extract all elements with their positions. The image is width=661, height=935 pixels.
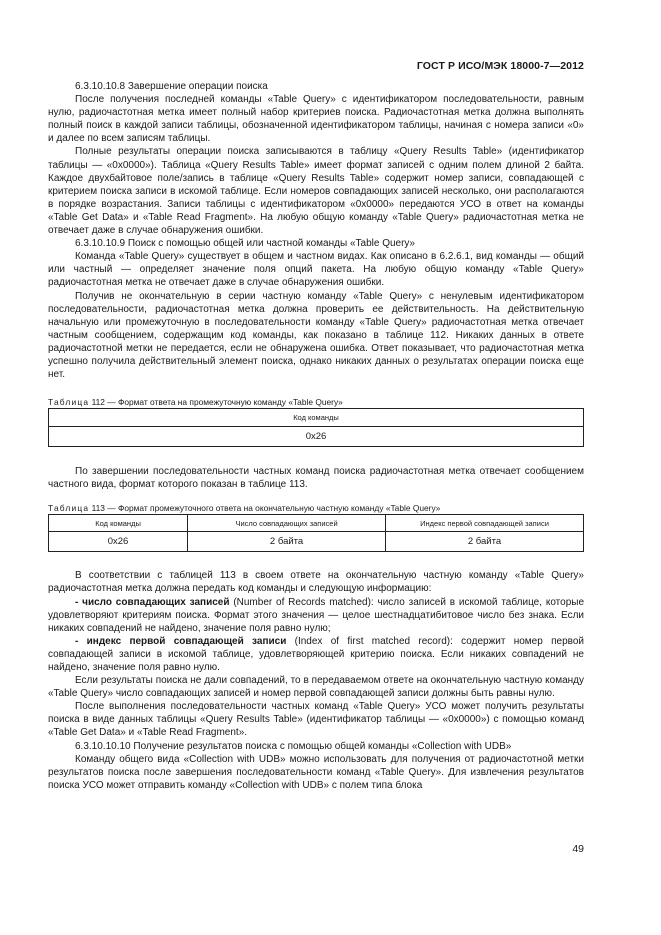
table-cell: 2 байта xyxy=(386,532,584,552)
list-item xyxy=(48,635,584,674)
section-heading-6-3-10-10-9: 6.3.10.10.9 Поиск с помощью общей или частной команды «Table Query» xyxy=(75,238,415,250)
paragraph: Команда «Table Query» существует в общем и частном видах. Как описано в 6.2.6.1, вид команды — общий или частный — определяет значение поля опций пакета. На любую общую команду «Table Query» радиочастотная метка не отвечает даже в случае обнаружения ошибки. xyxy=(48,251,584,289)
table-112-caption xyxy=(48,397,584,408)
list-item-text: (Index of first matched record): содержит номер первой совпадающей записи в искомой таблице, удовлетворяющей критерию поиска. Если никаких совпадений не найдено, значение поля равно нулю. xyxy=(48,635,584,673)
table-header-cell: Код команды xyxy=(49,409,584,427)
list-item xyxy=(48,596,584,635)
list-item-term: - число совпадающих записей xyxy=(75,596,230,608)
paragraph: Если результаты поиска не дали совпадений, то в передаваемом ответе на окончательную частную команду «Table Query» число совпадающих записей и номер первой совпадающей записи должны быть равны нулю. xyxy=(48,675,584,700)
standard-header: ГОСТ Р ИСО/МЭК 18000-7—2012 xyxy=(416,60,584,72)
paragraph: По завершении последовательности частных команд поиска радиочастотная метка отвечает сообщением частного вида, формат которого показан в таблице 113. xyxy=(48,466,584,491)
paragraph: Команду общего вида «Collection with UDB» можно использовать для получения от радиочастотной метки результатов поиска после завершения последовательности команд «Table Query». Для извлечения результатов поиска УСО может отправить команду «Collection with UDB» с полем типа блока xyxy=(48,753,584,791)
paragraph: В соответствии с таблицей 113 в своем ответе на окончательную частную команду «Table Query» радиочастотная метка должна передать код команды и следующую информацию: xyxy=(48,570,584,595)
table-header-cell: Код команды xyxy=(49,515,188,532)
table-113-caption xyxy=(48,503,584,514)
table-caption-prefix: Таблица xyxy=(48,397,90,408)
paragraph: Получив не окончательную в серии частную команду «Table Query» с ненулевым идентификатором последовательности, радиочастотная метка должна проверить ее действительность. На действительную начальную или промежуточную в последовательности команду «Table Query» радиочастотная метка отвечает частным сообщением, содержащим код команды, как показано в таблице 112. Никаких данных в ответе радиочастотной метки не передается, если не обнаружена ошибка. Ответ показывает, что радиочастотная метка успешно получила действительный элемент поиска, однако никаких данных о результатах операции поиска еще нет. xyxy=(48,290,584,381)
table-header-cell: Число совпадающих записей xyxy=(188,515,386,532)
table-header-cell: Индекс первой совпадающей записи xyxy=(386,515,584,532)
list-item-text: (Number of Records matched): число записей в искомой таблице, которые удовлетворяют критериям поиска. Формат этого значения — целое шестнадцатибитовое число без знака. Если никаких совпадений не найдено, значение поля равно нулю; xyxy=(48,596,585,634)
section-heading-6-3-10-10-8: 6.3.10.10.8 Завершение операции поиска xyxy=(75,81,268,92)
paragraph: После получения последней команды «Table Query» с идентификатором последовательности, равным нулю, радиочастотная метка имеет полный набор критериев поиска. Радиочастотная метка должна выполнять полный поиск в каждой записи таблицы, обозначенной идентификатором таблицы, начиная с номера записи «0» и далее по всем записям таблицы. xyxy=(48,94,584,145)
paragraph: Полные результаты операции поиска записываются в таблицу «Query Results Table» (идентификатор таблицы — «0x0000»). Таблица «Query Results Table» имеет формат записей с одним полем длиной 2 байта. Каждое двухбайтовое поле/запись в таблице «Query Results Table» содержит номер записи, совпадающей с критерием поиска записи в искомой таблице. Если номеров совпадающих записей несколько, они располагаются в порядке возрастания. Записи таблицы с идентификатором «0x0000» передаются УСО в ответ на команды «Table Get Data» и «Table Read Fragment». На любую общую команду «Table Query» радиочастотная метка не отвечает даже в случае обнаружения ошибки. xyxy=(48,146,584,237)
document-body xyxy=(48,80,584,792)
table-caption-prefix: Таблица xyxy=(48,503,90,514)
table-caption-text: 113 — Формат промежуточного ответа на окончательную частную команду «Table Query» xyxy=(89,503,441,514)
table-112 xyxy=(48,408,584,447)
list-item-term: - индекс первой совпадающей записи xyxy=(75,635,287,647)
section-heading-6-3-10-10-10: 6.3.10.10.10 Получение результатов поиска с помощью общей команды «Collection with UDB» xyxy=(75,740,512,752)
page-number: 49 xyxy=(572,843,584,855)
table-cell: 2 байта xyxy=(188,532,386,552)
table-cell: 0x26 xyxy=(49,532,188,552)
table-caption-text: 112 — Формат ответа на промежуточную команду «Table Query» xyxy=(89,397,343,408)
table-cell: 0x26 xyxy=(49,427,584,447)
paragraph: После выполнения последовательности частных команд «Table Query» УСО может получить результаты поиска в виде данных таблицы «Query Results Table» (идентификатор таблицы — «0x0000») с помощью команд «Table Get Data» и «Table Read Fragment». xyxy=(48,701,584,739)
table-113 xyxy=(48,514,584,552)
